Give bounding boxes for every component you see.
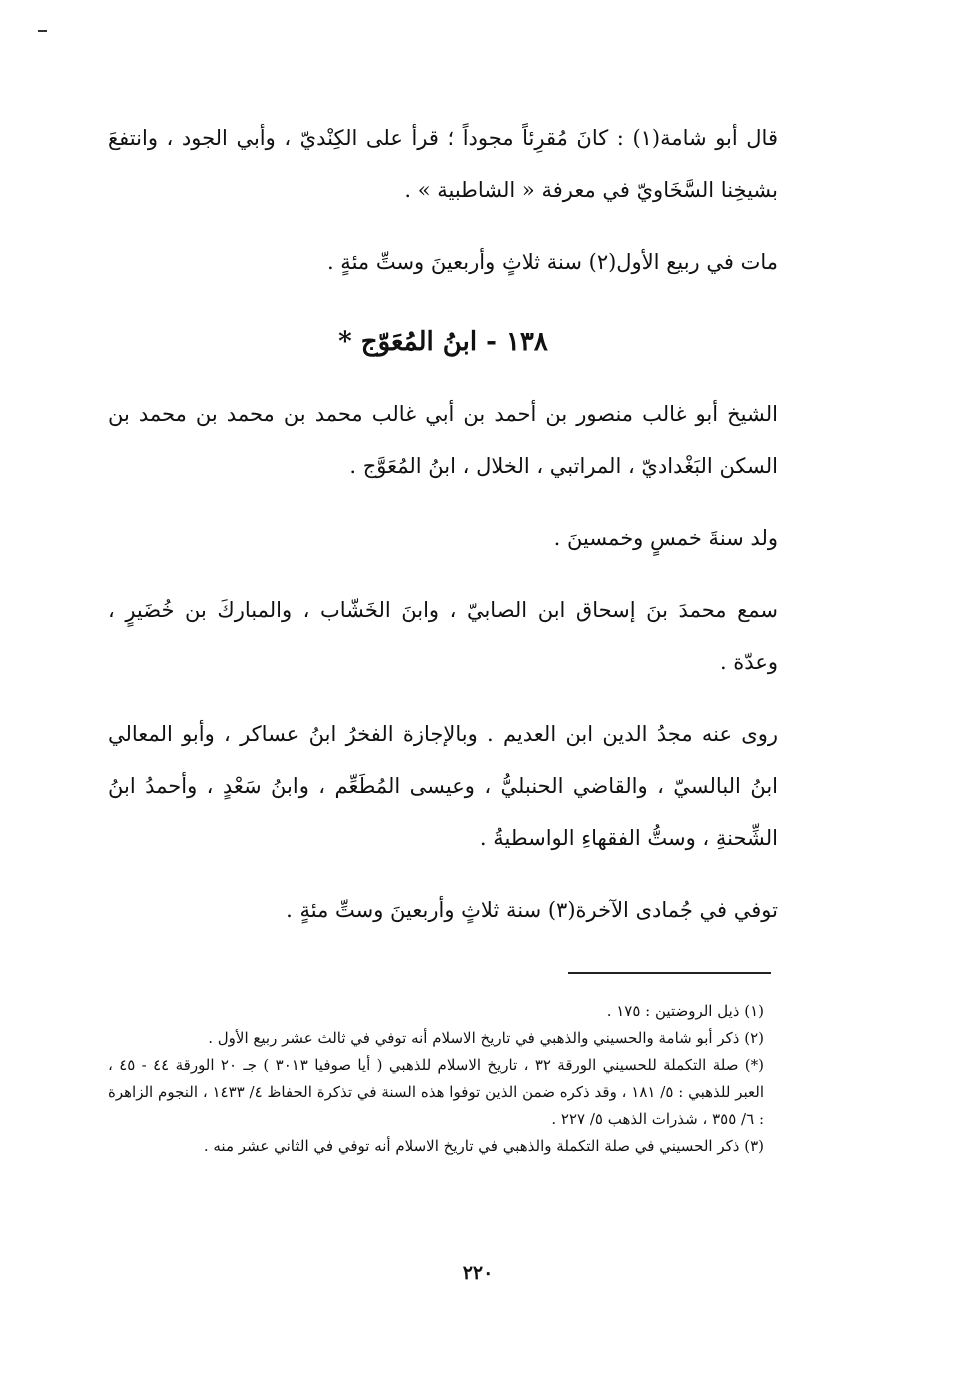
paragraph-name: الشيخ أبو غالب منصور بن أحمد بن أبي غالب محمد بن محمد بن محمد بن السكن البَغْداديّ ، المراتبي ، الخلال ، ابنُ المُعَوَّج . <box>108 402 778 478</box>
paragraph-birth: ولد سنةَ خمسٍ وخمسينَ . <box>553 526 778 550</box>
footnotes <box>108 998 764 1160</box>
footnote-2: (٢) ذكر أبو شامة والحسيني والذهبي في تاريخ الاسلام أنه توفي في ثالث عشر ربيع الأول . <box>208 1029 764 1047</box>
entry-heading: ١٣٨ - ابنُ المُعَوّج * <box>338 327 548 357</box>
paragraph-death-rabi: مات في ربيع الأول(٢) سنة ثلاثٍ وأربعينَ وستِّ مئةٍ . <box>326 250 778 274</box>
footnote-star: (*) صلة التكملة للحسيني الورقة ٣٢ ، تاريخ الاسلام للذهبي ( أيا صوفيا ٣٠١٣ ) جـ ٢٠ الورقة ٤٤ - ٤٥ ، العبر للذهبي : ٥/ ١٨١ ، وقد ذكره ضمن الذين توفوا هذه السنة في تذكرة الحفاظ ٤/ ١٤٣٣ ، النجوم الزاهرة : ٦/ ٣٥٥ ، شذرات الذهب ٥/ ٢٢٧ . <box>108 1056 765 1128</box>
main-text <box>108 112 778 936</box>
paragraph-heard-from: سمع محمدَ بنَ إسحاق ابن الصابيّ ، وابنَ الخَشّاب ، والمباركَ بن خُضَيرٍ ، وعدّة . <box>108 598 778 674</box>
footnote-divider <box>568 972 771 974</box>
page-number: ٢٢٠ <box>462 1262 494 1284</box>
footnote-1: (١) ذيل الروضتين : ١٧٥ . <box>606 1002 764 1020</box>
footnote-3: (٣) ذكر الحسيني في صلة التكملة والذهبي في تاريخ الاسلام أنه توفي في الثاني عشر منه . <box>203 1137 764 1155</box>
corner-mark <box>38 30 47 32</box>
paragraph-death-jumada: توفي في جُمادى الآخرة(٣) سنة ثلاثٍ وأربعينَ وستِّ مئةٍ . <box>286 898 778 922</box>
paragraph-narrated-by: روى عنه مجدُ الدين ابن العديم . وبالإجازة الفخرُ ابنُ عساكر ، وأبو المعالي ابنُ البالسيّ ، والقاضي الحنبليُّ ، وعيسى المُطَعِّم ، وابنُ سَعْدٍ ، وأحمدُ ابنُ الشِّحنةِ ، وستُّ الفقهاءِ الواسطيةُ . <box>108 722 778 850</box>
paragraph-abu-shama: قال أبو شامة(١) : كانَ مُقرِئاً مجوداً ؛ قرأ على الكِنْديّ ، وأبي الجود ، وانتفعَ بشيخِنا السَّخَاويّ في معرفة « الشاطبية » . <box>108 126 778 202</box>
